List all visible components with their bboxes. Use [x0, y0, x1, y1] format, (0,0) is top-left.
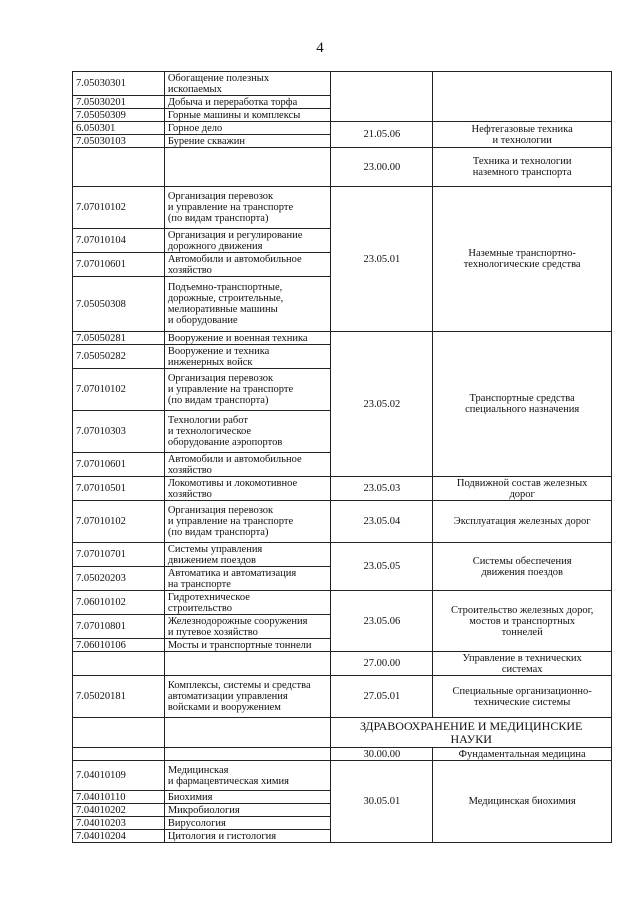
old-code-cell: 7.05030103	[73, 135, 165, 148]
old-code-cell: 7.07010501	[73, 477, 165, 501]
old-name-cell	[164, 652, 331, 676]
old-code-cell: 7.05020203	[73, 567, 165, 591]
old-code-cell: 7.07010303	[73, 411, 165, 453]
new-name-cell: Наземные транспортно- технологические средства	[433, 187, 612, 332]
new-code-cell: 23.05.01	[331, 187, 433, 332]
table-row	[73, 591, 612, 615]
old-name-cell: Горное дело	[164, 122, 331, 135]
old-name-cell: Гидротехническое строительство	[164, 591, 331, 615]
old-code-cell: 7.07010601	[73, 453, 165, 477]
old-code-cell: 7.04010204	[73, 830, 165, 843]
new-name-cell: Транспортные средства специального назначения	[433, 332, 612, 477]
table-row	[73, 761, 612, 791]
new-code-cell: 27.00.00	[331, 652, 433, 676]
table-row	[73, 122, 612, 135]
old-code-cell: 7.05030201	[73, 96, 165, 109]
old-code-cell: 7.07010104	[73, 229, 165, 253]
old-code-cell: 7.06010106	[73, 639, 165, 652]
old-code-cell: 7.05050282	[73, 345, 165, 369]
new-code-cell: 23.05.03	[331, 477, 433, 501]
old-code-cell	[73, 652, 165, 676]
old-name-cell: Организация перевозок и управление на транспорте (по видам транспорта)	[164, 187, 331, 229]
old-code-cell: 7.05050281	[73, 332, 165, 345]
new-name-cell: Специальные организационно- технические системы	[433, 676, 612, 718]
new-name-cell: Нефтегазовые техника и технологии	[433, 122, 612, 148]
new-code-cell: 30.05.01	[331, 761, 433, 843]
old-code-cell	[73, 148, 165, 187]
new-code-cell: 21.05.06	[331, 122, 433, 148]
old-name-cell	[164, 718, 331, 748]
table-row	[73, 718, 612, 748]
new-code-cell	[331, 72, 433, 122]
new-name-cell: Медицинская биохимия	[433, 761, 612, 843]
old-name-cell: Системы управления движением поездов	[164, 543, 331, 567]
new-code-cell: 30.00.00	[331, 748, 433, 761]
old-name-cell: Мосты и транспортные тоннели	[164, 639, 331, 652]
table-row	[73, 501, 612, 543]
table-row	[73, 748, 612, 761]
old-code-cell: 7.05020181	[73, 676, 165, 718]
new-code-cell: 23.05.06	[331, 591, 433, 652]
table-row	[73, 652, 612, 676]
new-name-cell	[433, 72, 612, 122]
old-code-cell: 7.05030301	[73, 72, 165, 96]
old-code-cell: 7.04010109	[73, 761, 165, 791]
old-code-cell: 7.07010801	[73, 615, 165, 639]
page-number: 4	[316, 40, 324, 56]
old-name-cell: Микробиология	[164, 804, 331, 817]
table-row	[73, 332, 612, 345]
old-name-cell: Биохимия	[164, 791, 331, 804]
old-name-cell: Вооружение и техника инженерных войск	[164, 345, 331, 369]
old-code-cell: 7.07010601	[73, 253, 165, 277]
new-name-cell: Строительство железных дорог, мостов и транспортных тоннелей	[433, 591, 612, 652]
table-row	[73, 477, 612, 501]
old-name-cell: Добыча и переработка торфа	[164, 96, 331, 109]
old-code-cell: 7.05050308	[73, 277, 165, 332]
table-row	[73, 676, 612, 718]
new-code-cell: 27.05.01	[331, 676, 433, 718]
old-name-cell: Вооружение и военная техника	[164, 332, 331, 345]
old-code-cell: 7.04010203	[73, 817, 165, 830]
old-name-cell: Цитология и гистология	[164, 830, 331, 843]
table-row	[73, 543, 612, 567]
old-code-cell: 7.07010701	[73, 543, 165, 567]
old-name-cell: Вирусология	[164, 817, 331, 830]
old-name-cell: Технологии работ и технологическое оборудование аэропортов	[164, 411, 331, 453]
new-name-cell: Фундаментальная медицина	[433, 748, 612, 761]
new-name-cell: Управление в технических системах	[433, 652, 612, 676]
table-row	[73, 72, 612, 96]
old-name-cell: Бурение скважин	[164, 135, 331, 148]
old-name-cell: Горные машины и комплексы	[164, 109, 331, 122]
old-name-cell: Локомотивы и локомотивное хозяйство	[164, 477, 331, 501]
old-name-cell: Автомобили и автомобильное хозяйство	[164, 453, 331, 477]
old-name-cell: Подъемно-транспортные, дорожные, строительные, мелиоративные машины и оборудование	[164, 277, 331, 332]
table-row	[73, 148, 612, 187]
old-code-cell: 7.07010102	[73, 501, 165, 543]
old-code-cell: 7.04010110	[73, 791, 165, 804]
new-code-cell: 23.05.04	[331, 501, 433, 543]
old-code-cell: 7.07010102	[73, 187, 165, 229]
new-name-cell: Техника и технологии наземного транспорта	[433, 148, 612, 187]
old-name-cell	[164, 748, 331, 761]
table-row	[73, 187, 612, 229]
new-code-cell: 23.00.00	[331, 148, 433, 187]
old-code-cell	[73, 718, 165, 748]
old-name-cell: Организация и регулирование дорожного движения	[164, 229, 331, 253]
old-code-cell: 7.07010102	[73, 369, 165, 411]
old-name-cell: Комплексы, системы и средства автоматизации управления войсками и вооружением	[164, 676, 331, 718]
old-code-cell: 7.06010102	[73, 591, 165, 615]
old-name-cell: Автоматика и автоматизация на транспорте	[164, 567, 331, 591]
old-code-cell: 7.04010202	[73, 804, 165, 817]
new-code-cell: 23.05.05	[331, 543, 433, 591]
old-name-cell: Организация перевозок и управление на транспорте (по видам транспорта)	[164, 369, 331, 411]
section-heading: ЗДРАВООХРАНЕНИЕ И МЕДИЦИНСКИЕ НАУКИ	[331, 718, 612, 748]
old-name-cell: Обогащение полезных ископаемых	[164, 72, 331, 96]
new-name-cell: Системы обеспечения движения поездов	[433, 543, 612, 591]
specialty-correspondence-table	[72, 71, 612, 843]
old-code-cell: 7.05050309	[73, 109, 165, 122]
old-name-cell	[164, 148, 331, 187]
new-code-cell: 23.05.02	[331, 332, 433, 477]
new-name-cell: Подвижной состав железных дорог	[433, 477, 612, 501]
old-code-cell	[73, 748, 165, 761]
old-name-cell: Автомобили и автомобильное хозяйство	[164, 253, 331, 277]
old-name-cell: Организация перевозок и управление на транспорте (по видам транспорта)	[164, 501, 331, 543]
old-name-cell: Железнодорожные сооружения и путевое хозяйство	[164, 615, 331, 639]
new-name-cell: Эксплуатация железных дорог	[433, 501, 612, 543]
old-name-cell: Медицинская и фармацевтическая химия	[164, 761, 331, 791]
old-code-cell: 6.050301	[73, 122, 165, 135]
